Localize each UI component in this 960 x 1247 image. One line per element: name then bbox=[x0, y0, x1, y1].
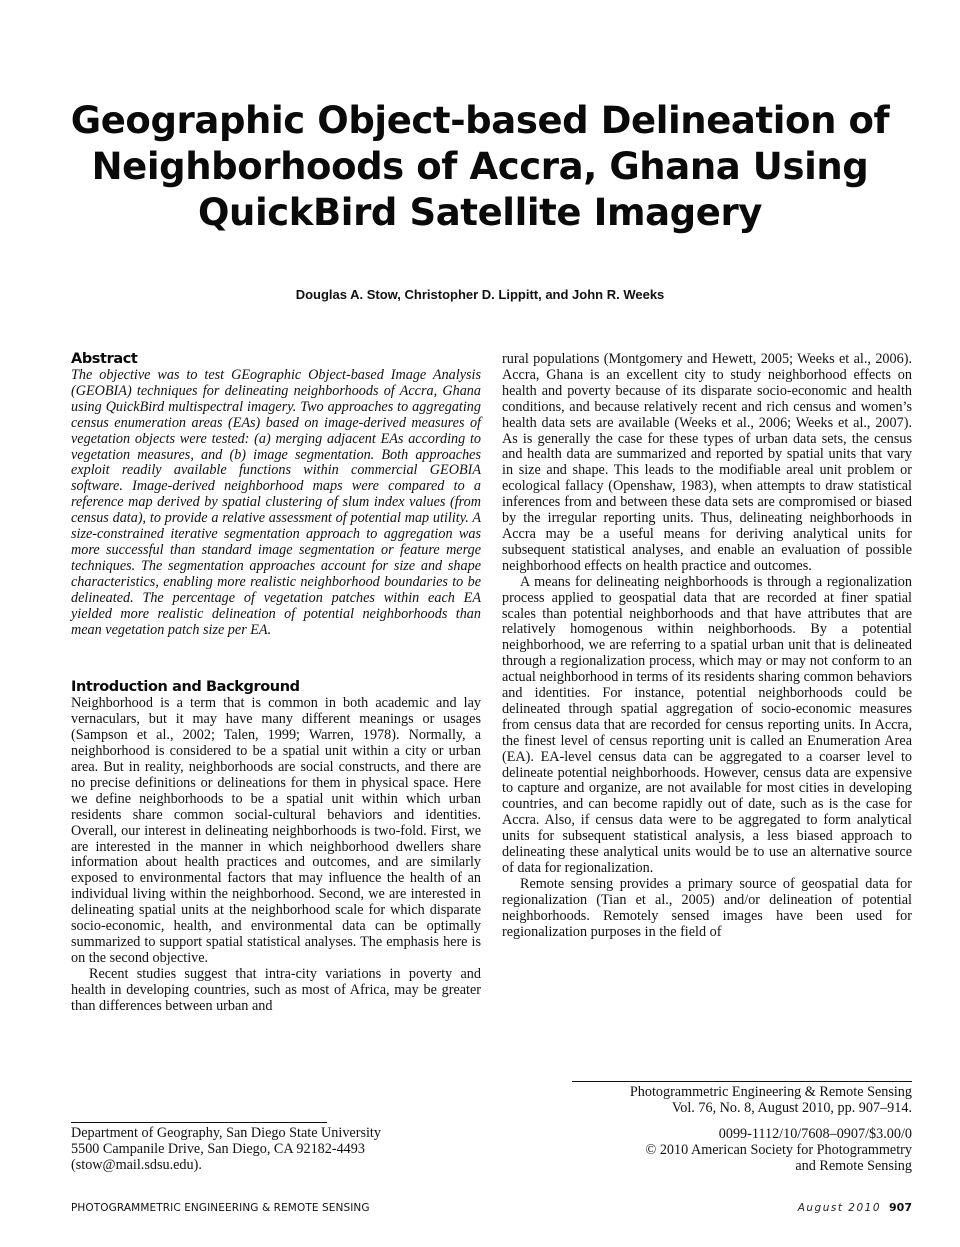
copyright-line-1: © 2010 American Society for Photogrammetry bbox=[645, 1141, 912, 1158]
intro-heading: Introduction and Background bbox=[71, 679, 300, 696]
body-paragraph-3: Remote sensing provides a primary source of geospatial data for regionalization (Tian et al., 2005) and/or delineation of potential neighborhoods. Remotely sensed images have been used for regionalization purposes in the field of bbox=[502, 875, 912, 940]
footer-date: August 2010 bbox=[797, 1202, 882, 1214]
running-footer-page bbox=[798, 1201, 912, 1214]
journal-info-rule bbox=[572, 1081, 912, 1082]
section-spacer bbox=[71, 638, 481, 678]
abstract-text: The objective was to test GEographic Object-based Image Analysis (GEOBIA) techniques for delineating neighborhoods of Accra, Ghana using QuickBird multispectral imagery. Two approaches to aggregating census enumeration areas (EAs) based on image-derived measures of vegetation objects were tested: (a) merging adjacent EAs according to vegetation measures, and (b) image segmentation. Both approaches exploit readily available functions within commercial GEOBIA software. Image-derived neighborhood maps were compared to a reference map derived by spatial clustering of slum index values (from census data), to provide a relative assessment of potential map utility. A size-constrained iterative segmentation approach to aggregation was more successful than standard image segmentation or feature merge techniques. The segmentation approaches account for size and shape characteristics, enabling more realistic neighborhood boundaries to be delineated. The percentage of vegetation patches within each EA yielded more realistic delineation of potential neighborhoods than mean vegetation patch size per EA. bbox=[71, 367, 481, 638]
intro-paragraph-2: Recent studies suggest that intra-city variations in poverty and health in developing countries, such as most of Africa, may be greater than differences between urban and bbox=[71, 965, 481, 1014]
journal-name: Photogrammetric Engineering & Remote Sensing bbox=[629, 1084, 912, 1100]
title-line-1: Geographic Object-based Delineation of bbox=[70, 99, 890, 142]
journal-issn: 0099-1112/10/7608–0907/$3.00/0 bbox=[718, 1125, 912, 1142]
affiliation-line-3: (stow@mail.sdsu.edu). bbox=[71, 1156, 202, 1173]
running-footer-journal: PHOTOGRAMMETRIC ENGINEERING & REMOTE SENSING bbox=[71, 1202, 370, 1214]
body-paragraph-1: rural populations (Montgomery and Hewett, 2005; Weeks et al., 2006). Accra, Ghana is an excellent city to study neighborhood effects on health and poverty because of its disparate socio-economic and health conditions, and because relatively recent and rich census and women’s health data sets are available (Weeks et al., 2006; Weeks et al., 2007). As is generally the case for these types of urban data sets, the census and health data are summarized and reported by spatial units that vary in size and shape. This leads to the modifiable areal unit problem or ecological fallacy (Openshaw, 1983), when attempts to draw statistical inferences from and between these data sets are compromised or biased by the irregular reporting units. Thus, delineating neighborhoods in Accra may be a useful means for deriving analytical units for subsequent statistical analyses, and enable an evaluation of possible neighborhood effects on health practice and outcomes. bbox=[502, 351, 912, 574]
article-title bbox=[70, 98, 890, 236]
page-number: 907 bbox=[889, 1201, 912, 1214]
title-line-2: Neighborhoods of Accra, Ghana Using bbox=[91, 145, 869, 188]
title-line-3: QuickBird Satellite Imagery bbox=[197, 191, 763, 234]
affiliation-footnote bbox=[71, 1126, 491, 1174]
affiliation-line-2: 5500 Campanile Drive, San Diego, CA 92182-4493 bbox=[71, 1140, 365, 1157]
copyright-line-2: and Remote Sensing bbox=[795, 1157, 912, 1174]
right-column bbox=[502, 352, 912, 941]
intro-paragraph-1: Neighborhood is a term that is common in both academic and lay vernaculars, but it may have many different meanings or usages (Sampson et al., 2002; Talen, 1999; Warren, 1978). Normally, a neighborhood is considered to be a spatial unit within a city or urban area. But in reality, neighborhoods are social constructs, and there are no precise definitions or delineations for them in physical space. Here we define neighborhoods to be a spatial unit within which urban residents share common social-cultural behaviors and identities. Overall, our interest in delineating neighborhoods is two-fold. First, we are interested in the manner in which neighborhood dwellers share information about health practices and outcomes, and are similarly exposed to environmental factors that may influence the health of an individual living within the neighborhood. Second, we are interested in delineating spatial units at the neighborhood scale for which disparate socio-economic, health, and environmental data can be optimally summarized to support spatial statistical analyses. The emphasis here is on the second objective. bbox=[71, 695, 481, 966]
left-column bbox=[71, 350, 481, 1015]
footnote-rule bbox=[71, 1122, 327, 1123]
abstract-heading: Abstract bbox=[71, 351, 138, 367]
author-list: Douglas A. Stow, Christopher D. Lippitt, and John R. Weeks bbox=[295, 287, 665, 302]
affiliation-line-1: Department of Geography, San Diego State University bbox=[71, 1125, 381, 1141]
journal-volume: Vol. 76, No. 8, August 2010, pp. 907–914. bbox=[671, 1099, 912, 1116]
journal-info bbox=[520, 1085, 912, 1175]
body-paragraph-2: A means for delineating neighborhoods is through a regionalization process applied to geospatial data that are recorded at finer spatial scales than potential neighborhoods and that have attributes that are relatively homogenous within neighborhoods. By a potential neighborhood, we are referring to a spatial urban unit that is delineated through a regionalization process, which may or may not conform to an actual neighborhood in terms of its residents sharing common behaviors and identities. For instance, potential neighborhoods could be delineated through spatial aggregation of socio-economic measures from census data that are recorded for census reporting units. In Accra, the finest level of census reporting unit is called an Enumeration Area (EA). EA-level census data can be aggregated to a coarser level to delineate potential neighborhoods. However, census data are expensive to capture and organize, are not available for most cities in developing countries, and can become rapidly out of date, such as is the case for Accra. Also, if census data were to be aggregated to form analytical units for subsequent statistical analysis, a less biased approach to delineating these analytical units would be to use an alternative source of data for regionalization. bbox=[502, 573, 912, 876]
